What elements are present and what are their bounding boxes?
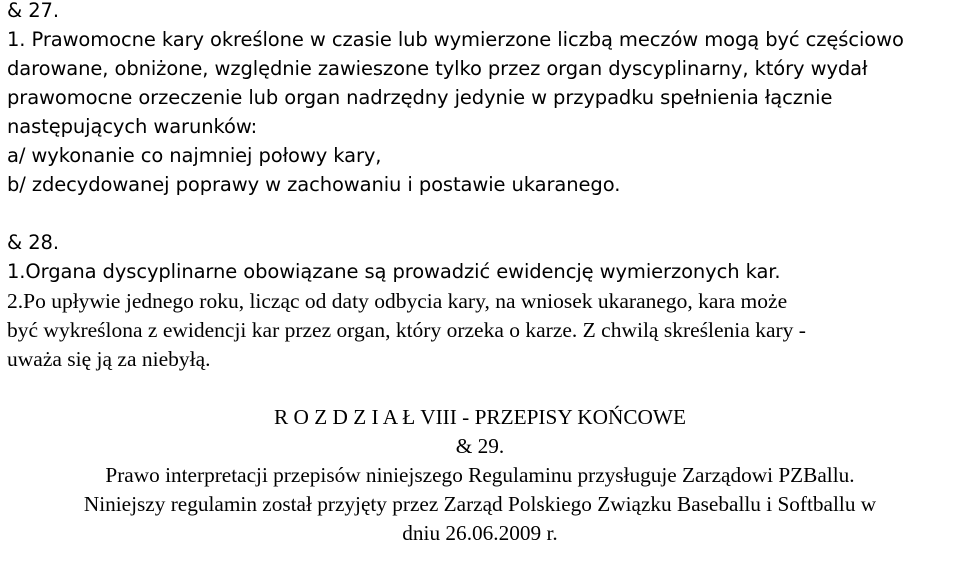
section-28-line-3: być wykreślona z ewidencji kar przez organ, który orzeka o karze. Z chwilą skreślenia kary - <box>7 318 806 342</box>
section-28-line-1: 1.Organa dyscyplinarne obowiązane są prowadzić ewidencję wymierzonych kar. <box>7 260 781 283</box>
section-27-heading: & 27. <box>7 0 59 22</box>
section-27-line-3: prawomocne orzeczenie lub organ nadrzędny jedynie w przypadku spełnienia łącznie <box>7 86 833 109</box>
section-27-line-1: 1. Prawomocne kary określone w czasie lub wymierzone liczbą meczów mogą być częściowo <box>7 28 904 51</box>
section-29-line-3: dniu 26.06.2009 r. <box>402 521 558 545</box>
section-27-line-2: darowane, obniżone, względnie zawieszone tylko przez organ dyscyplinarny, który wydał <box>7 57 868 80</box>
section-27-line-4: następujących warunków: <box>7 115 258 138</box>
section-29-heading: & 29. <box>455 434 505 458</box>
section-28-line-2: 2.Po upływie jednego roku, licząc od daty odbycia kary, na wniosek ukaranego, kara może <box>7 289 788 313</box>
section-28-heading: & 28. <box>7 231 59 254</box>
section-28-line-4: uważa się ją za niebyłą. <box>7 347 211 371</box>
chapter-8-title: R O Z D Z I A Ł VIII - PRZEPISY KOŃCOWE <box>274 405 686 429</box>
section-27-line-6: b/ zdecydowanej poprawy w zachowaniu i postawie ukaranego. <box>7 173 621 196</box>
section-29-line-2: Niniejszy regulamin został przyjęty przez Zarząd Polskiego Związku Baseballu i Softballu w <box>83 492 877 516</box>
section-29-line-1: Prawo interpretacji przepisów niniejszego Regulaminu przysługuje Zarządowi PZBallu. <box>105 463 855 487</box>
section-27-line-5: a/ wykonanie co najmniej połowy kary, <box>7 144 382 167</box>
